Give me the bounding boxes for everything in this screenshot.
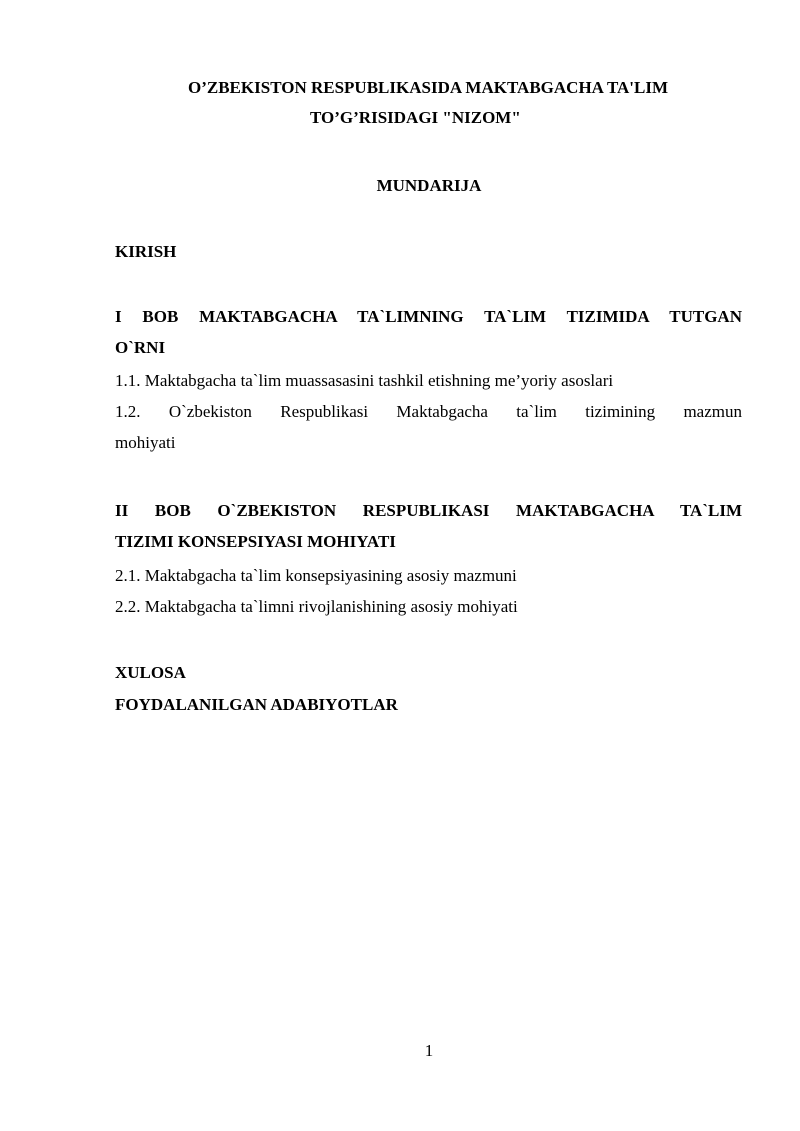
toc-chapter-1-title-line-1: I BOB MAKTABGACHA TA`LIMNING TA`LIM TIZIMIDA TUTGAN [115, 307, 742, 326]
document-title-line-1: O’ZBEKISTON RESPUBLIKASIDA MAKTABGACHA TA'LIM [188, 78, 669, 97]
toc-item-2-2: 2.2. Maktabgacha ta`limni rivojlanishining asosiy mohiyati [115, 597, 518, 616]
document-title-line-2: TO’G’RISIDAGI "NIZOM" [310, 108, 521, 127]
toc-item-1-2-continued: mohiyati [115, 433, 176, 452]
toc-chapter-2-title [115, 495, 742, 557]
toc-item-2-1: 2.1. Maktabgacha ta`lim konsepsiyasining asosiy mazmuni [115, 566, 517, 585]
toc-chapter-2-title-line-2: TIZIMI KONSEPSIYASI MOHIYATI [115, 532, 396, 551]
toc-intro: KIRISH [115, 242, 177, 261]
toc-chapter-2-title-line-1: II BOB O`ZBEKISTON RESPUBLIKASI MAKTABGACHA TA`LIM [115, 501, 742, 520]
page-number: 1 [424, 1041, 434, 1060]
toc-item-1-1: 1.1. Maktabgacha ta`lim muassasasini tashkil etishning me’yoriy asoslari [115, 371, 614, 390]
contents-heading: MUNDARIJA [376, 176, 482, 195]
toc-references: FOYDALANILGAN ADABIYOTLAR [115, 695, 398, 714]
toc-chapter-1-items [115, 365, 742, 458]
toc-chapter-2-items [115, 560, 742, 622]
toc-conclusion: XULOSA [115, 663, 186, 682]
toc-chapter-1-title-line-2: O`RNI [115, 338, 166, 357]
toc-item-1-2: 1.2. O`zbekiston Respublikasi Maktabgacha ta`lim tizimining mazmun [115, 402, 742, 421]
toc-chapter-1-title [115, 301, 742, 363]
